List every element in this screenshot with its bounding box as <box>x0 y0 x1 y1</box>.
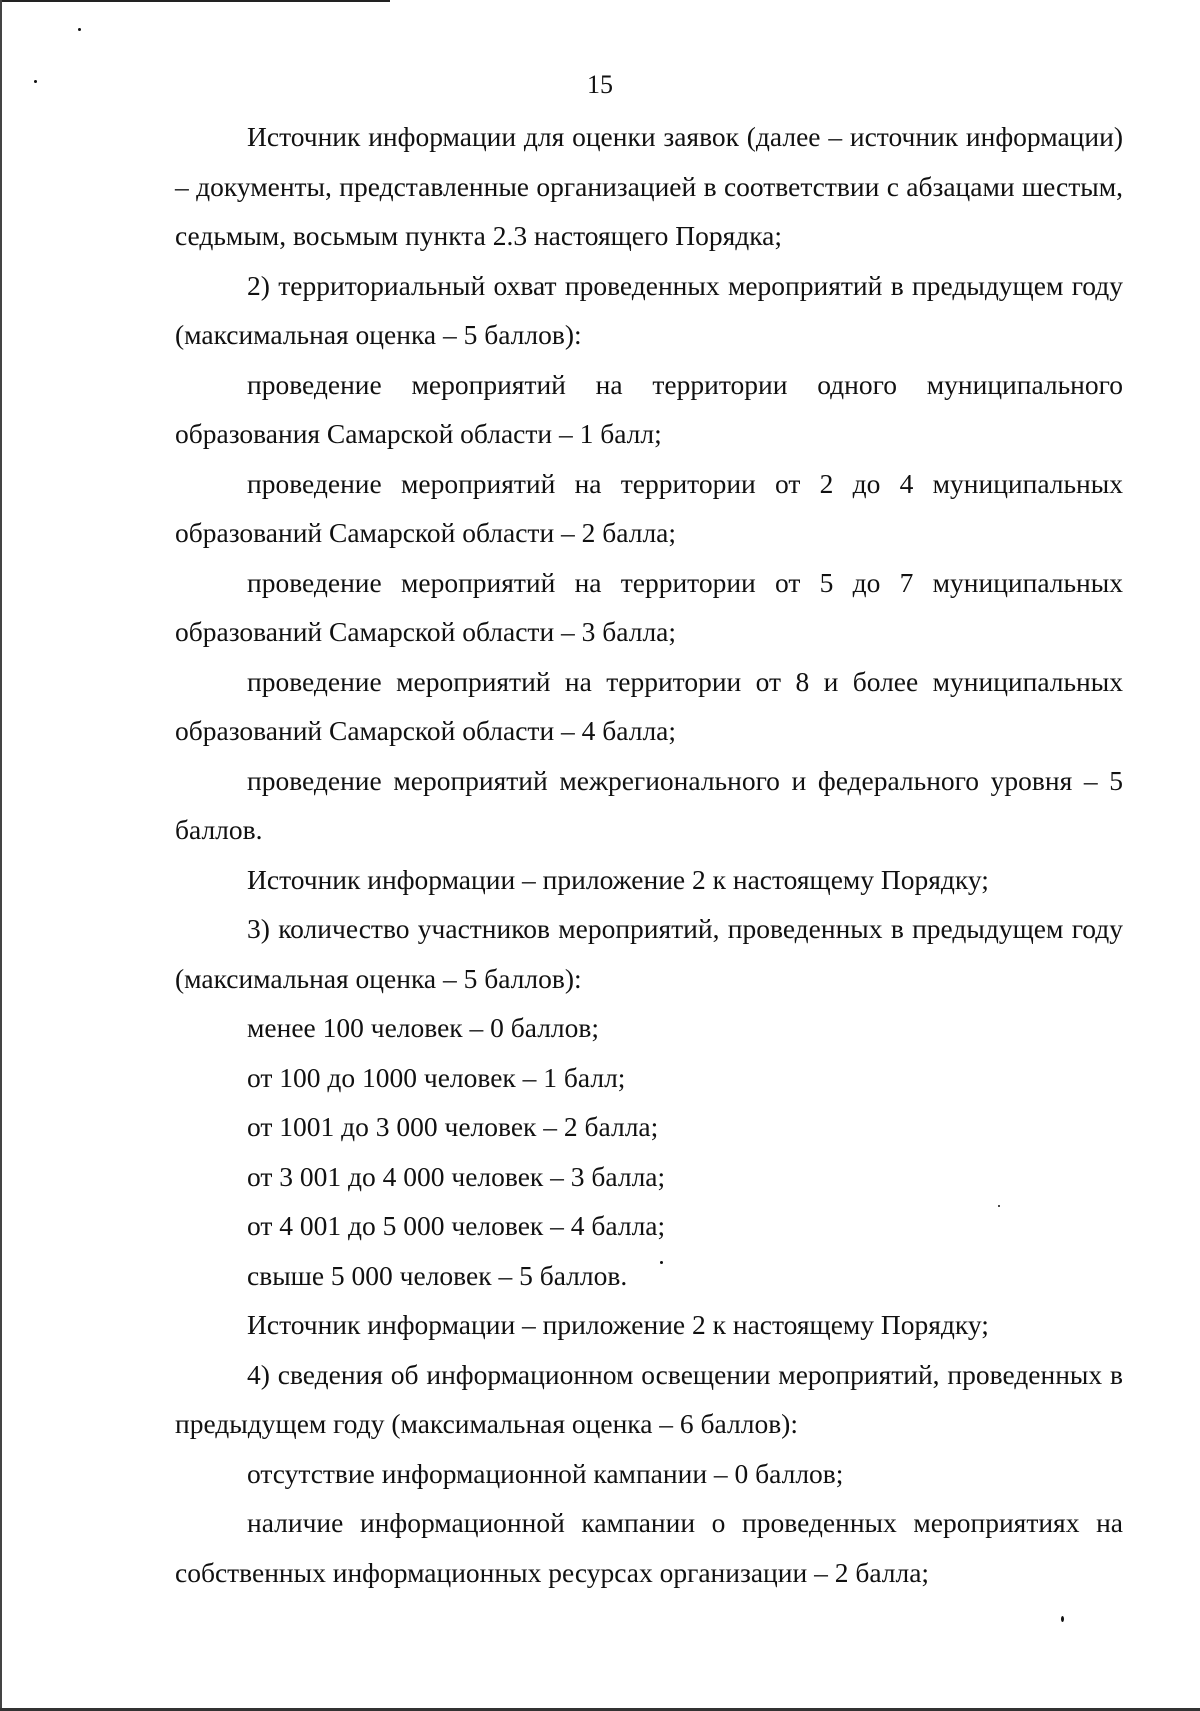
page-number: 15 <box>587 70 613 99</box>
paragraph: 2) территориальный охват проведенных мероприятий в предыдущем году (максимальная оценка – 5 баллов): <box>175 269 1123 350</box>
list-item: от 3 001 до 4 000 человек – 3 балла; <box>247 1160 666 1192</box>
paragraph: 3) количество участников мероприятий, проведенных в предыдущем году (максимальная оценка – 5 баллов): <box>175 913 1123 994</box>
document-body <box>175 112 1123 1597</box>
list-item: от 100 до 1000 человек – 1 балл; <box>247 1061 626 1093</box>
paragraph: Источник информации для оценки заявок (далее – источник информации) – документы, представленные организацией в соответствии с абзацами шестым, седьмым, восьмым пункта 2.3 настоящего Порядка; <box>175 121 1123 251</box>
paragraph: 4) сведения об информационном освещении мероприятий, проведенных в предыдущем году (максимальная оценка – 6 баллов): <box>175 1358 1123 1439</box>
list-item: менее 100 человек – 0 баллов; <box>247 1012 600 1043</box>
scan-edge-left <box>0 0 2 1711</box>
paragraph: проведение мероприятий межрегионального и федерального уровня – 5 баллов. <box>175 764 1123 845</box>
list-item: свыше 5 000 человек – 5 баллов. <box>247 1259 628 1291</box>
paragraph: отсутствие информационной кампании – 0 баллов; <box>247 1457 844 1489</box>
scan-speck <box>1061 1616 1064 1622</box>
scan-speck <box>78 28 81 31</box>
paragraph: проведение мероприятий на территории от 8 и более муниципальных образований Самарской области – 4 балла; <box>175 665 1123 746</box>
list-item: от 4 001 до 5 000 человек – 4 балла; <box>247 1210 666 1241</box>
paragraph: проведение мероприятий на территории от 5 до 7 муниципальных образований Самарской области – 3 балла; <box>175 566 1123 647</box>
scan-edge-top <box>0 0 390 2</box>
list-item: от 1001 до 3 000 человек – 2 балла; <box>247 1111 659 1142</box>
paragraph: наличие информационной кампании о проведенных мероприятиях на собственных информационных ресурсах организации – 2 балла; <box>175 1507 1123 1588</box>
paragraph: Источник информации – приложение 2 к настоящему Порядку; <box>247 1309 989 1340</box>
paragraph: проведение мероприятий на территории одного муниципального образования Самарской области – 1 балл; <box>175 368 1123 449</box>
paragraph: проведение мероприятий на территории от 2 до 4 муниципальных образований Самарской области – 2 балла; <box>175 467 1123 548</box>
paragraph: Источник информации – приложение 2 к настоящему Порядку; <box>247 863 989 895</box>
